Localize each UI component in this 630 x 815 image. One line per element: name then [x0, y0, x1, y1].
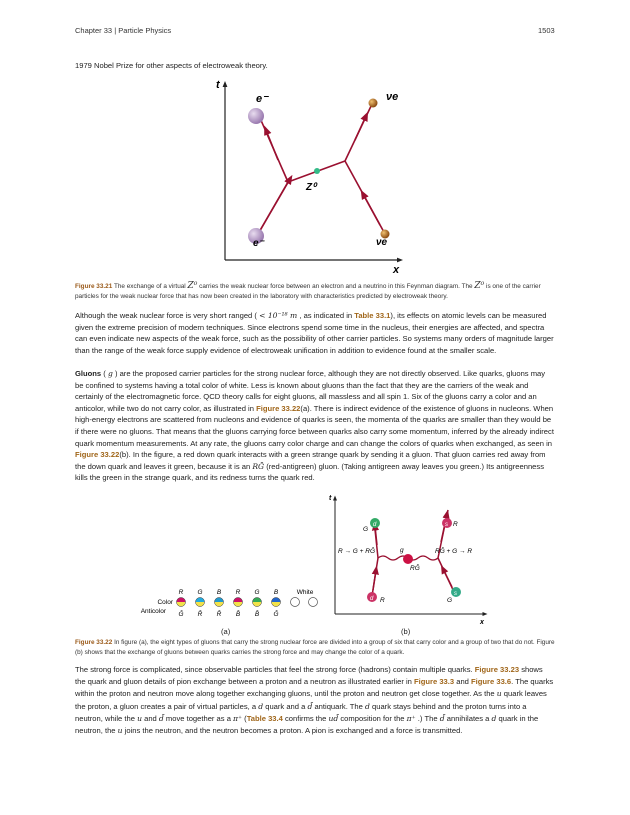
text: move together as a	[165, 713, 231, 723]
paragraph-gluons	[75, 368, 555, 484]
figure-33-22-caption	[75, 638, 555, 658]
label-s-top: s	[445, 522, 448, 528]
z0-boson	[314, 168, 320, 174]
gluon-color-half	[196, 598, 205, 603]
gluon-anticolor-half	[253, 602, 262, 607]
gluon-color-label: B	[273, 589, 279, 596]
gluon-color-label: G	[197, 589, 203, 596]
t-axis-label: t	[216, 79, 220, 91]
symbol-dbar: d̄	[158, 713, 164, 723]
symbol-u: u	[496, 689, 502, 699]
symbol-dbar: d̄	[307, 701, 313, 711]
symbol-d: d	[491, 713, 497, 723]
text: quark stays behind and the proton turns into a neutron, while the	[75, 701, 527, 723]
text: shows the quark and gluon details of pion exchange between a proton and a neutron as illustrated earlier in	[75, 665, 543, 687]
text: and	[144, 713, 157, 723]
gluon-anticolor-label: B̄	[235, 611, 241, 618]
figure-33-21-caption	[75, 281, 555, 302]
label-d-bottom: d	[370, 596, 374, 602]
label-s-bottom: s	[454, 591, 457, 597]
text: quark in the neutron, the	[75, 713, 539, 736]
gluon-anticolor-label: R̄	[216, 611, 222, 618]
text: (b). In the figure, a red down quark interacts with a green strange quark by sending it a gluon. That gluon carries red away from the down quark and leaves it green, because it is an	[75, 450, 546, 471]
label-rgbar: RḠ	[410, 565, 420, 572]
intro-line: 1979 Nobel Prize for other aspects of electroweak theory.	[75, 61, 268, 70]
text: ) are the proposed carrier particles for the strong nuclear force, although they are not directly observed. Like quarks, gluons may be confined to systems having a total color of white. Less is known about gluons than the fact that they are the carriers of the weak and certainly of the electromagnetic force. QCD theory calls for eight gluons, all massless and all spin 1. Six of the gluons carry a color and an anticolor, while two do not carry color, as illustrated in	[75, 369, 546, 413]
page-number: 1503	[538, 26, 555, 35]
gluon-color-label: R	[235, 589, 241, 596]
gluon-color-label: G	[254, 589, 260, 596]
caption-label: Figure 33.21	[75, 283, 113, 290]
link-figure-33-22[interactable]: Figure 33.22	[256, 403, 301, 413]
label-neutrino-top: νe	[386, 91, 399, 103]
symbol-dbar: d̄	[439, 713, 445, 723]
label-neutrino-bottom: νe	[376, 237, 388, 248]
caption-symbol: Z⁰	[187, 281, 198, 291]
gluon-anticolor-half	[196, 602, 205, 607]
gluon-rgbar	[403, 554, 413, 564]
symbol-udbar: ud̄	[328, 713, 339, 723]
text: (	[103, 369, 106, 378]
label-bottom-right: G	[447, 597, 453, 604]
electron-top	[248, 108, 264, 124]
text: joins the neutron, and the neutron becomes a proton. A pion is exchanged and a force is transmitted.	[124, 726, 463, 736]
gluon-color-half	[272, 598, 281, 603]
label-top-left: G	[363, 526, 369, 533]
caption-text: is one of the carrier particles for the weak nuclear force that has now been created in the laboratory with characteristics predicted by electroweak theory.	[75, 283, 541, 300]
white-label: White	[296, 589, 314, 596]
caption-text: The exchange of a virtual	[113, 283, 186, 290]
math-range: < 10⁻¹⁸ m	[259, 311, 298, 320]
gluon-anticolor-label: B̄	[254, 611, 260, 618]
text: confirms the	[285, 713, 327, 723]
text: antiquark. The	[314, 701, 363, 711]
symbol-d: d	[365, 701, 370, 711]
neutrino-top	[369, 99, 378, 108]
right-flow-label: RḠ + G → R	[435, 548, 473, 555]
symbol-g: g	[107, 369, 113, 378]
symbol-u: u	[117, 726, 123, 736]
link-table-33-1[interactable]: Table 33.1	[354, 311, 391, 320]
gluon-color-half	[253, 598, 262, 603]
label-top-right: R	[453, 521, 458, 528]
gluon-color-label: R	[178, 589, 184, 596]
figure-33-22b-quark-exchange	[320, 490, 500, 625]
t-axis-label: t	[329, 495, 332, 502]
text: , as indicated in	[299, 311, 353, 320]
link-figure-33-6[interactable]: Figure 33.6	[471, 677, 512, 687]
caption-symbol: Z⁰	[474, 281, 485, 291]
gluon-anticolor-half	[215, 602, 224, 607]
link-figure-33-22[interactable]: Figure 33.22	[75, 450, 120, 460]
text: quark and a	[265, 701, 306, 711]
text: (	[244, 713, 247, 723]
text: and	[456, 677, 469, 687]
white-gluon-1	[291, 598, 300, 607]
term-gluons: Gluons	[75, 369, 102, 378]
gluon-color-half	[177, 598, 186, 603]
panel-b-label: (b)	[401, 627, 411, 636]
label-electron-bottom: e⁻	[253, 238, 264, 249]
gluon-color-half	[215, 598, 224, 603]
white-gluon-2	[309, 598, 318, 607]
label-electron-top: e⁻	[256, 93, 268, 105]
symbol-rgbar: RḠ	[252, 461, 265, 471]
left-flow-label: R → G + RḠ	[338, 548, 376, 555]
caption-text: carries the weak nuclear force between an electron and a neutrino in this Feynman diagram. The	[199, 283, 473, 290]
gluon-color-label: B	[216, 589, 222, 596]
text: .) The	[417, 713, 438, 723]
paragraph-weak-force	[75, 310, 555, 356]
chapter-header: Chapter 33 | Particle Physics	[75, 26, 172, 35]
symbol-pi-plus: π⁺	[406, 713, 416, 723]
gluon-anticolor-label: Ḡ	[273, 611, 279, 618]
gluon-anticolor-label: R̄	[197, 611, 203, 618]
text: (a). There is indirect evidence of the existence of gluons in nucleons. When high-energy electrons are scattered from nucleons and evidence of quarks is seen, the momenta of the quarks are smaller than they would be if there were no gluons. That means that the gluons carrying force between quarks also carry some momentum, inferred by the already indirect quark momentum measurements. At any rate, the gluons carry color charge and can change the colors of quarks when exchanged, as seen in	[75, 403, 554, 448]
symbol-u: u	[137, 713, 142, 723]
link-figure-33-3[interactable]: Figure 33.3	[414, 677, 455, 687]
gluon-anticolor-half	[234, 602, 243, 607]
text: composition for the	[340, 713, 405, 723]
link-table-33-4[interactable]: Table 33.4	[246, 713, 283, 723]
caption-label: Figure 33.22	[75, 639, 113, 646]
gluon-anticolor-half	[177, 602, 186, 607]
gluon-color-half	[234, 598, 243, 603]
anticolor-label: Anticolor	[140, 608, 166, 615]
label-bottom-left: R	[380, 597, 385, 604]
figure-33-21-diagram	[200, 74, 420, 276]
gluon-anticolor-label: Ḡ	[178, 611, 184, 618]
text: annihilates a	[446, 713, 490, 723]
label-z0: Z⁰	[306, 182, 317, 193]
text: (red-antigreen) gluon. (Taking antigreen away leaves you green.) Its antigreenness kills the green in the strange quark, and its redness turns the quark red.	[75, 461, 545, 483]
color-label: Color	[157, 599, 173, 606]
text: . The quarks within the proton and neutron move along together exchanging gluons, until the proton and neutron get close together. As the	[75, 677, 554, 699]
caption-text: In figure (a), the eight types of gluons that carry the strong nuclear force are divided into a group of six that carry color and a group of two that do not. Figure (b) shows that the exchange of gluons between quarks carries the strong force and may change the color of a quark.	[75, 639, 555, 656]
link-figure-33-23[interactable]: Figure 33.23	[474, 665, 520, 674]
text: quark leaves the proton, a gluon creates a pair of virtual particles, a	[75, 689, 547, 711]
symbol-d: d	[258, 701, 264, 711]
label-g: g	[400, 547, 404, 554]
text: ), its effects on atomic levels can be measured given the extreme precision of modern techniques. Since electrons spend some time in the nucleus, their energies are affected, and spectra can even indicate new aspects of the weak force, such as the possibility of other carrier particles. So systems many orders of magnitude larger than the range of the weak force supply evidence of electroweak unification in addition to evidence found at the smaller scale.	[75, 311, 554, 355]
paragraph-strong-force	[75, 664, 555, 737]
panel-a-label: (a)	[221, 627, 231, 636]
label-d-top: d	[373, 522, 377, 528]
x-axis-label: x	[480, 619, 484, 625]
symbol-pi-plus: π⁺	[233, 713, 243, 723]
gluon-anticolor-half	[272, 602, 281, 607]
text: Although the weak nuclear force is very short ranged (	[75, 311, 257, 320]
text: The strong force is complicated, since observable particles that feel the strong force (hadrons) contain multiple quarks.	[75, 665, 473, 674]
x-axis-label: x	[393, 264, 400, 276]
